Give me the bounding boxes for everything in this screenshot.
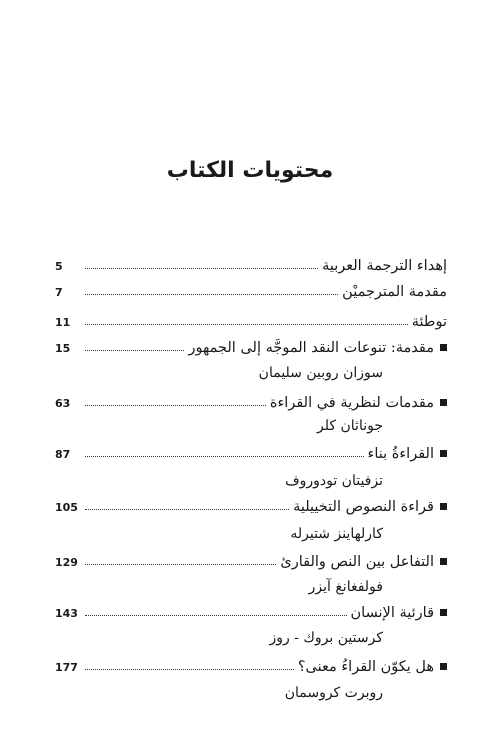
toc-entry-author: فولفغانغ آيزر (308, 579, 383, 595)
toc-page-number: 7 (55, 286, 63, 299)
toc-entry (55, 659, 447, 679)
toc-page-number: 63 (55, 397, 71, 410)
toc-page-number: 177 (55, 661, 78, 674)
square-bullet-icon (440, 558, 447, 565)
toc-entry-label: مقدمة: تنوعات النقد الموجَّه إلى الجمهور (188, 340, 434, 356)
toc-entry-label: التفاعل بين النص والقارئ (280, 554, 434, 570)
dot-leader (85, 508, 289, 510)
square-bullet-icon (440, 663, 447, 670)
toc-entry (55, 446, 447, 466)
dot-leader (85, 267, 318, 269)
toc-page-number: 129 (55, 556, 78, 569)
toc-entry (55, 499, 447, 519)
dot-leader (85, 563, 276, 565)
square-bullet-icon (440, 503, 447, 510)
toc-page-number: 11 (55, 316, 71, 329)
toc-entry-label: توطئة (411, 314, 447, 330)
toc-entry-author: جوناثان كلر (317, 418, 383, 434)
toc-entry-author: كارلهاينز شتيرله (290, 526, 383, 542)
toc-entry-label: القراءةُ بناء (367, 446, 434, 462)
dot-leader (85, 293, 338, 295)
toc-entry-label: قراءة النصوص التخييلية (293, 499, 434, 515)
toc-entry (55, 554, 447, 574)
toc-entry (55, 314, 447, 334)
toc-entry-author: تزفيتان تودوروف (285, 473, 383, 489)
toc-entry (55, 258, 447, 278)
square-bullet-icon (440, 344, 447, 351)
dot-leader (85, 668, 294, 670)
toc-entry (55, 340, 447, 360)
toc-page-number: 5 (55, 260, 63, 273)
toc-entry (55, 284, 447, 304)
toc-entry-author: كرستين بروك - روز (269, 630, 383, 646)
square-bullet-icon (440, 450, 447, 457)
toc-entry-label: إهداء الترجمة العربية (322, 258, 447, 274)
dot-leader (85, 323, 408, 325)
toc-entry-author: سوزان روبين سليمان (258, 365, 383, 381)
dot-leader (85, 404, 266, 406)
toc-page-number: 143 (55, 607, 78, 620)
page-title: محتويات الكتاب (166, 158, 334, 183)
square-bullet-icon (440, 399, 447, 406)
toc-entry-label: قارئية الإنسان (350, 605, 434, 621)
toc-page-number: 87 (55, 448, 71, 461)
toc-page-number: 105 (55, 501, 78, 514)
toc-entry-label: مقدمة المترجميْن (342, 284, 447, 300)
dot-leader (85, 349, 184, 351)
dot-leader (85, 455, 364, 457)
toc-entry-label: مقدمات لنظرية في القراءة (269, 395, 434, 411)
toc-entry-author: روبرت كروسمان (284, 685, 383, 701)
square-bullet-icon (440, 609, 447, 616)
toc-entry-label: هل يكوّن القراءُ معنى؟ (297, 659, 434, 675)
toc-page-number: 15 (55, 342, 71, 355)
dot-leader (85, 614, 347, 616)
toc-entry (55, 395, 447, 415)
toc-entry (55, 605, 447, 625)
